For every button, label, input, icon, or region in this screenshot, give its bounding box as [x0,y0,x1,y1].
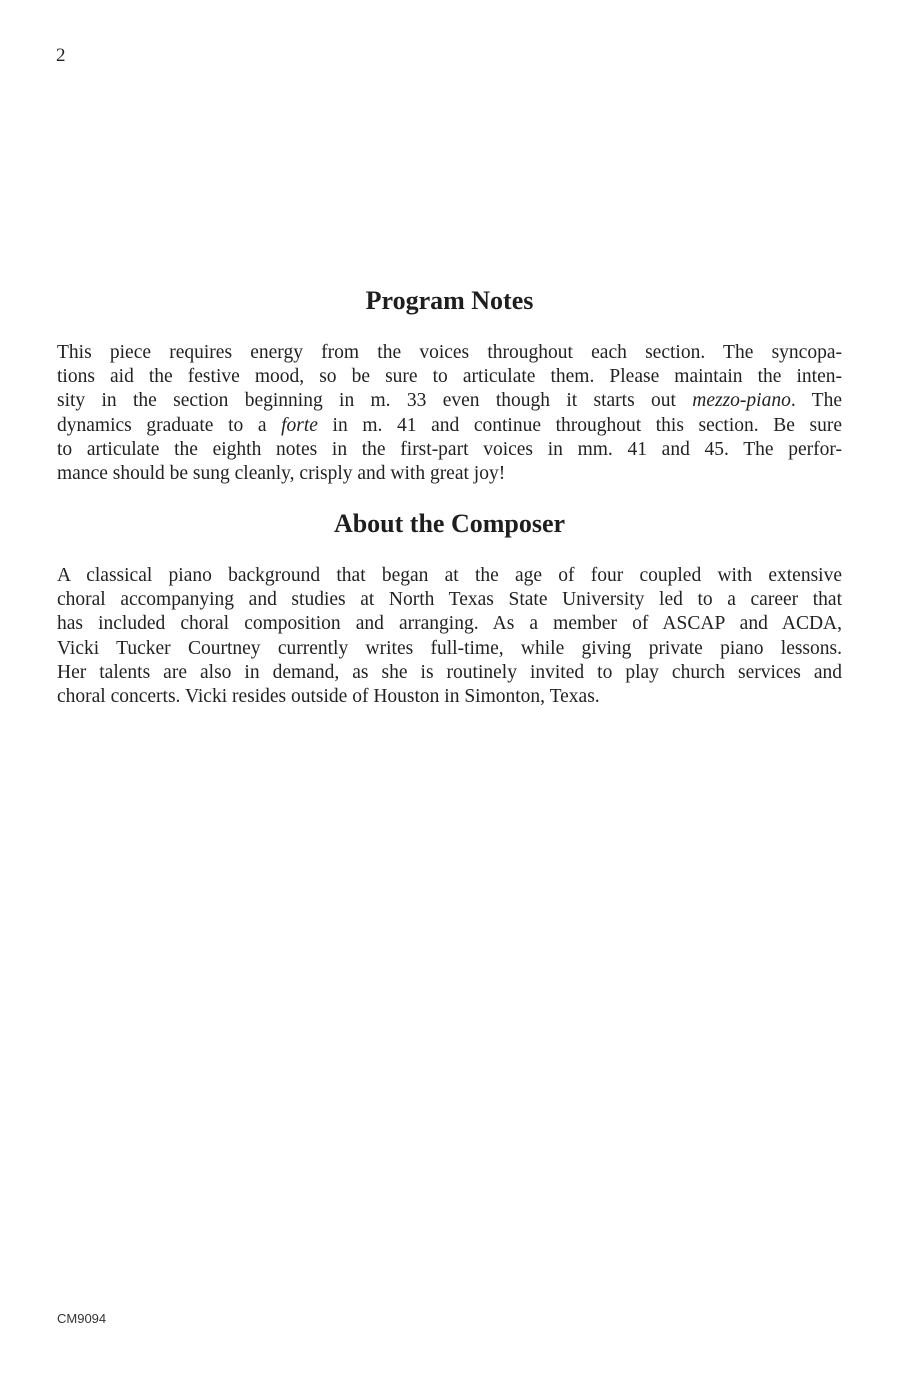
program-notes-heading: Program Notes [365,286,534,315]
program-notes-text: sity in the section beginning in m. 33 even though it starts out [57,390,693,412]
page-number: 2 [56,45,66,66]
program-notes-line: tions aid the festive mood, so be sure to articulate them. Please maintain the inten- [57,366,842,388]
program-notes-text: . The [790,390,842,412]
dynamic-marking-mezzo-piano: mezzo-piano [692,390,791,412]
about-composer-heading: About the Composer [333,509,566,538]
about-composer-line: Vicki Tucker Courtney currently writes full-time, while giving private piano lessons. [57,637,842,659]
program-notes-text: in m. 41 and continue throughout this section. Be sure [317,414,843,436]
dynamic-marking-forte: forte [281,414,318,436]
catalog-code: CM9094 [57,1311,107,1326]
program-notes-paragraph [57,341,842,486]
program-notes-line: This piece requires energy from the voices throughout each section. The syncopa- [57,342,842,363]
about-composer-line: A classical piano background that began at the age of four coupled with extensive [57,565,842,586]
about-composer-paragraph [57,564,842,709]
about-composer-line: Her talents are also in demand, as she is routinely invited to play church services and [57,661,842,683]
program-notes-section [57,284,842,486]
program-notes-text: dynamics graduate to a [57,414,282,436]
program-notes-line [57,389,842,413]
program-notes-line: mance should be sung cleanly, crisply and with great joy! [57,463,506,485]
about-composer-line: choral concerts. Vicki resides outside of Houston in Simonton, Texas. [57,686,600,708]
program-notes-line [57,414,842,438]
about-composer-section [57,507,842,709]
about-composer-line: has included choral composition and arranging. As a member of ASCAP and ACDA, [57,613,842,635]
about-composer-line: choral accompanying and studies at North Texas State University led to a career that [57,589,842,611]
program-notes-line: to articulate the eighth notes in the first-part voices in mm. 41 and 45. The perfor- [57,438,842,460]
